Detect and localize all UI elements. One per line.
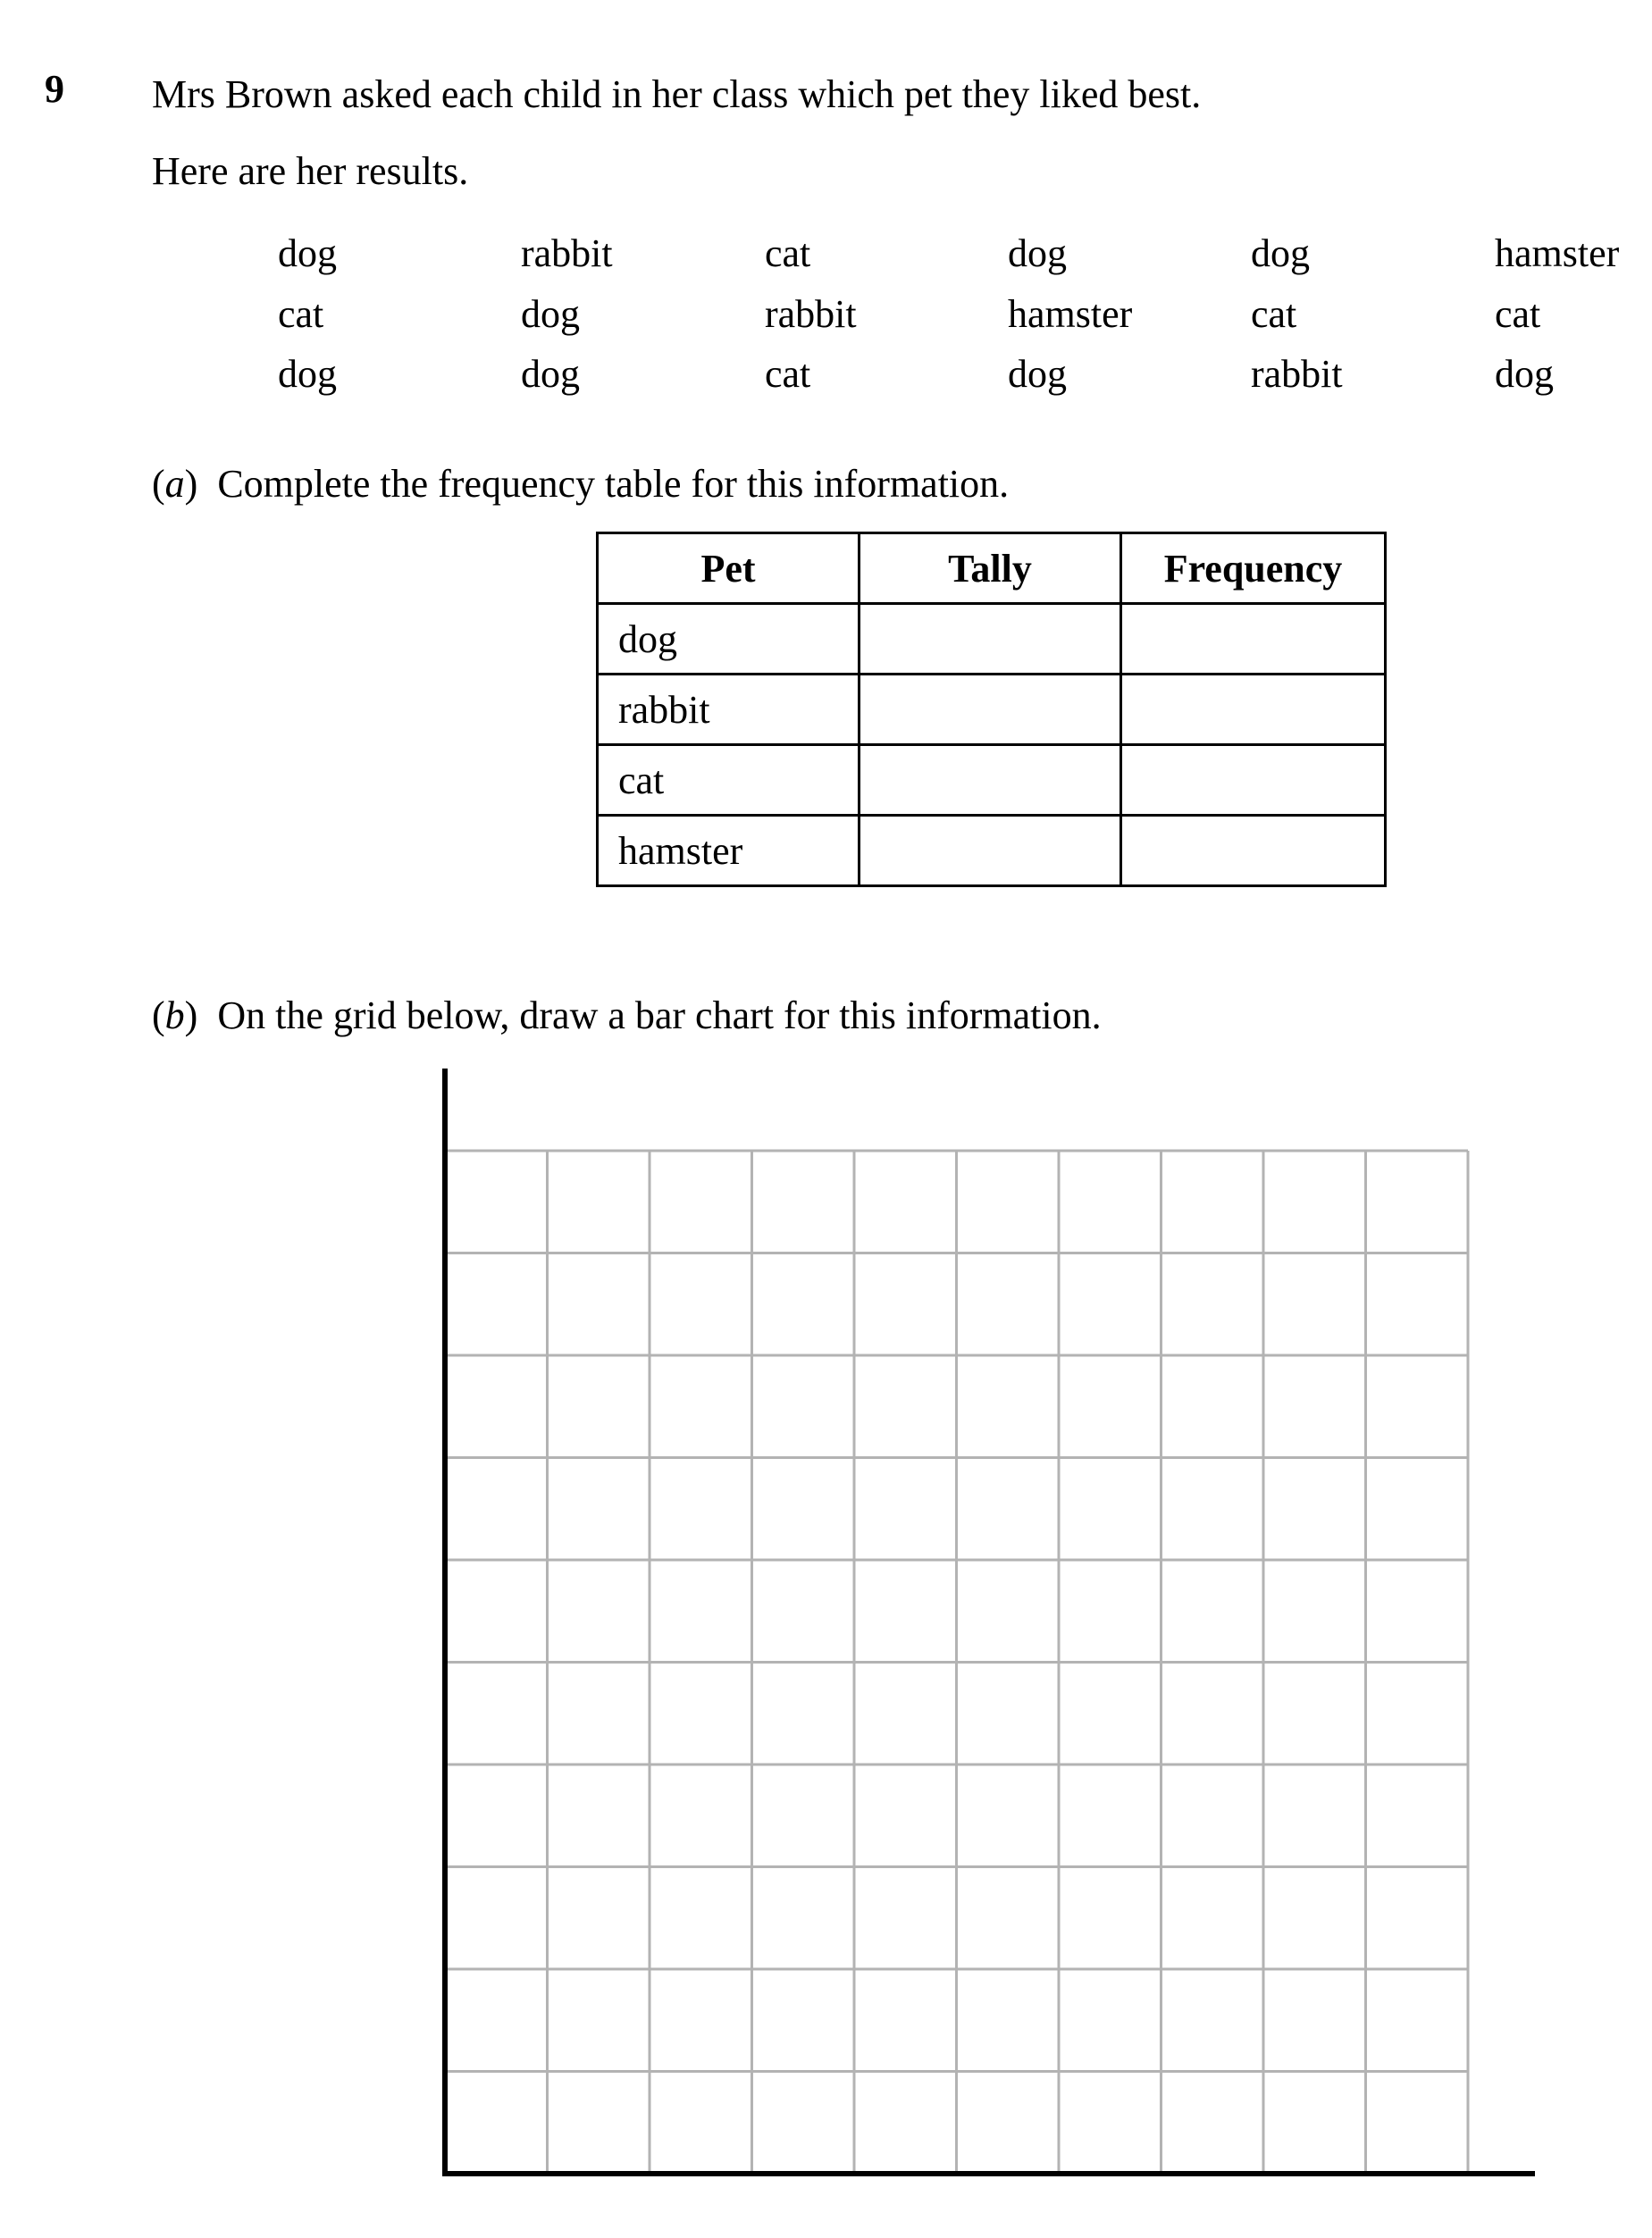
pet-cell: hamster: [598, 816, 860, 886]
result-word: dog: [1251, 231, 1310, 275]
question-intro-2: Here are her results.: [152, 149, 469, 193]
result-word: dog: [278, 352, 337, 396]
result-word: cat: [278, 292, 324, 336]
question-intro: Mrs Brown asked each child in her class which pet they liked best.: [152, 72, 1202, 116]
question-number: 9: [45, 67, 64, 111]
result-word: rabbit: [521, 231, 613, 275]
result-word: cat: [765, 231, 811, 275]
result-word: dog: [1008, 231, 1067, 275]
result-word: hamster: [1008, 292, 1133, 336]
header-tally: Tally: [860, 533, 1121, 604]
result-word: hamster: [1495, 231, 1620, 275]
part-b-label: b: [164, 993, 185, 1037]
header-pet: Pet: [598, 533, 860, 604]
part-b-prompt: (b) On the grid below, draw a bar chart for this information.: [152, 993, 1102, 1037]
part-a-prompt: (a) Complete the frequency table for this information.: [152, 462, 1010, 506]
result-word: cat: [765, 352, 811, 396]
result-word: rabbit: [1251, 352, 1343, 396]
result-word: dog: [1495, 352, 1554, 396]
part-a-label: a: [164, 462, 185, 506]
result-word: cat: [1251, 292, 1297, 336]
pet-cell: cat: [598, 745, 860, 816]
result-word: dog: [1008, 352, 1067, 396]
part-a-text: Complete the frequency table for this information.: [217, 462, 1010, 506]
result-word: cat: [1495, 292, 1541, 336]
pet-cell: dog: [598, 604, 860, 675]
result-word: dog: [521, 352, 580, 396]
result-word: dog: [278, 231, 337, 275]
pet-cell: rabbit: [598, 675, 860, 745]
header-frequency: Frequency: [1121, 533, 1386, 604]
result-word: dog: [521, 292, 580, 336]
result-word: rabbit: [765, 292, 857, 336]
part-b-text: On the grid below, draw a bar chart for this information.: [217, 993, 1102, 1037]
